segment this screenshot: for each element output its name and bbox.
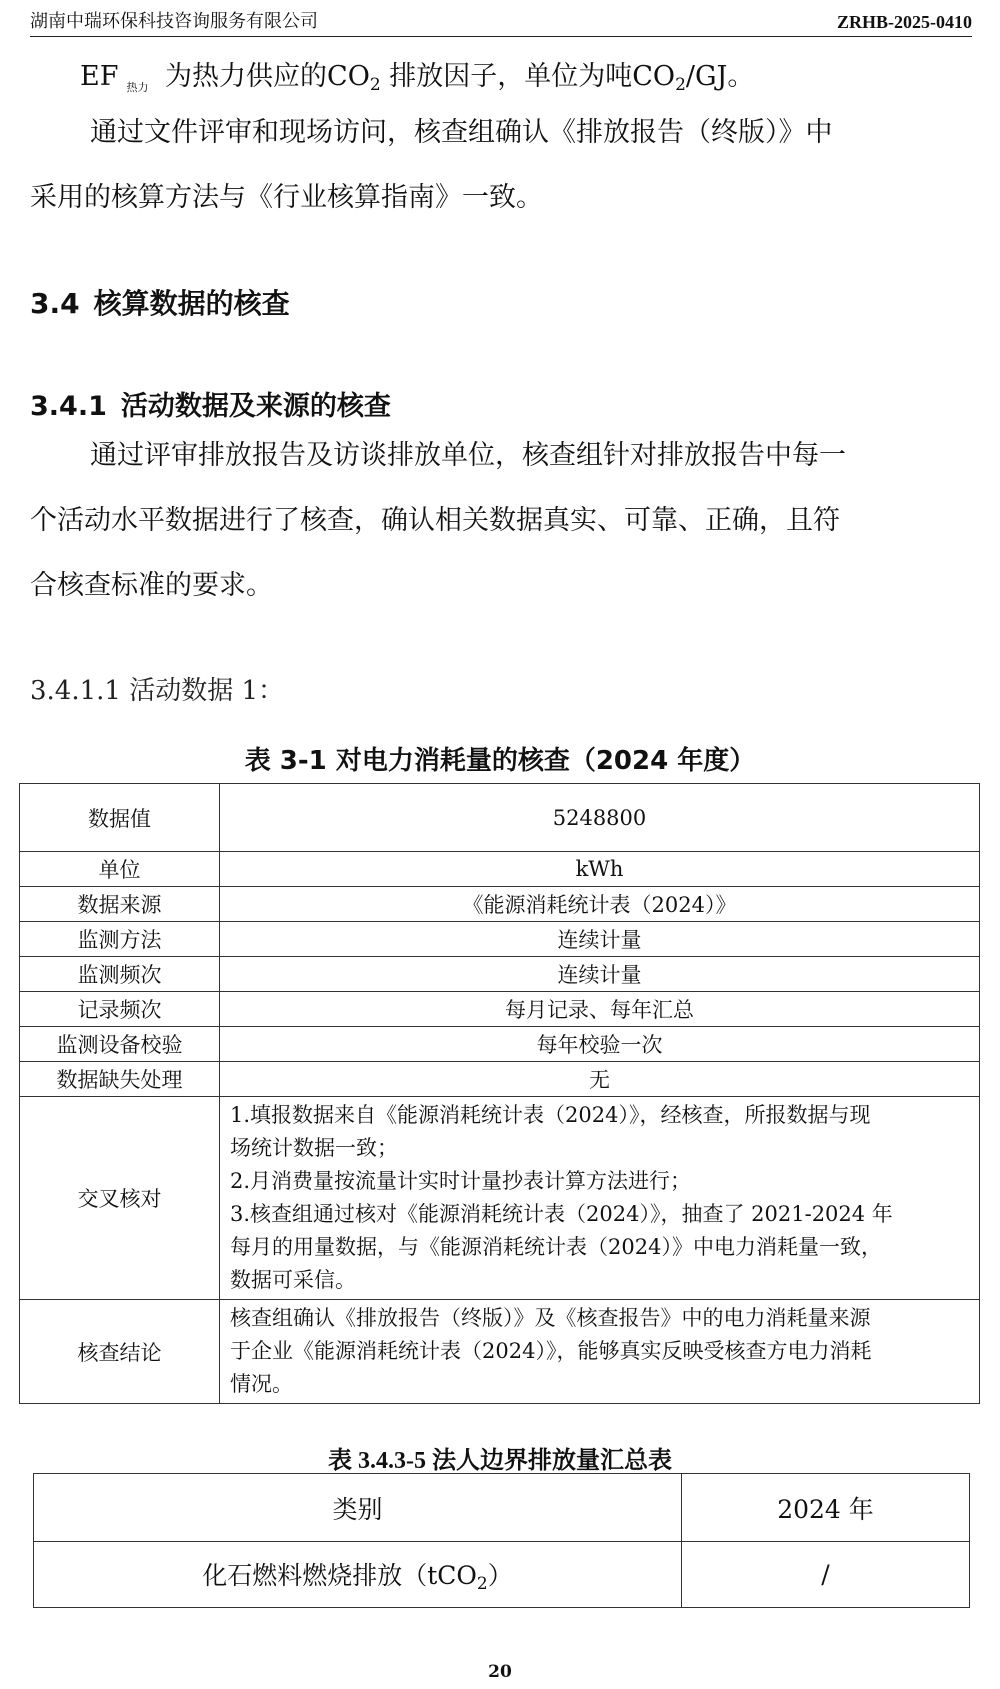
- table-key: 数据值: [20, 784, 220, 852]
- paragraph-line: 采用的核算方法与《行业核算指南》一致。: [30, 182, 543, 213]
- company-name: 湖南中瑞环保科技咨询服务有限公司: [30, 11, 318, 32]
- table-key: 数据来源: [20, 887, 220, 922]
- text-line: 场统计数据一致；: [230, 1136, 398, 1160]
- table-header-category: 类别: [34, 1474, 682, 1542]
- table-row: [34, 1542, 970, 1608]
- fossil-fuel-emission-label: [34, 1542, 682, 1608]
- table-key: 监测频次: [20, 957, 220, 992]
- table-row-conclusion: [20, 1300, 980, 1404]
- formula-text-c: /GJ。: [685, 61, 755, 92]
- subsection-heading: [30, 384, 391, 423]
- table-row: [20, 957, 980, 992]
- conclusion-text: [220, 1300, 980, 1404]
- text-line: 核查组确认《排放报告（终版）》及《核查报告》中的电力消耗量来源: [230, 1306, 871, 1330]
- subsubsection-label: 3.4.1.1 活动数据 1：: [30, 676, 285, 706]
- text-line: 2.月消费量按流量计实时计量抄表计算方法进行；: [230, 1169, 692, 1193]
- text-line: 3.核查组通过核对《能源消耗统计表（2024）》，抽查了 2021-2024 年: [230, 1202, 893, 1226]
- label-text-end: ）: [487, 1560, 513, 1590]
- page-header: [30, 8, 972, 37]
- text-line: 情况。: [230, 1372, 293, 1396]
- table-value: 《能源消耗统计表（2024）》: [220, 887, 980, 922]
- ef-subscript: 热力: [126, 81, 149, 94]
- table-row: [20, 1027, 980, 1062]
- cross-check-text: [220, 1097, 980, 1300]
- table-key: 记录频次: [20, 992, 220, 1027]
- subsection-title: 活动数据及来源的核查: [120, 391, 391, 422]
- paragraph-line: 通过文件评审和现场访问，核查组确认《排放报告（终版）》中: [90, 117, 833, 148]
- formula-text-b: 排放因子，单位为吨CO: [389, 61, 676, 92]
- table-key: 单位: [20, 852, 220, 887]
- table2-caption: 表 3.4.3-5 法人边界排放量汇总表: [328, 1448, 672, 1474]
- table-row: [20, 784, 980, 852]
- table-value: 每月记录、每年汇总: [220, 992, 980, 1027]
- section-heading: [30, 282, 290, 322]
- table-key: 监测方法: [20, 922, 220, 957]
- document-code: ZRHB-2025-0410: [837, 12, 972, 32]
- co2-subscript-2: 2: [675, 75, 686, 95]
- table-row: [20, 887, 980, 922]
- text-line: 1.填报数据来自《能源消耗统计表（2024）》，经核查，所报数据与现: [230, 1103, 871, 1127]
- paragraph-method: [30, 100, 972, 230]
- table-value: 5248800: [220, 784, 980, 852]
- table-key: 数据缺失处理: [20, 1062, 220, 1097]
- ef-symbol: EF: [80, 61, 119, 92]
- co2-subscript: 2: [476, 1573, 488, 1594]
- electricity-check-table: [19, 783, 980, 1404]
- paragraph-activity-data: [30, 423, 972, 618]
- table-value: 每年校验一次: [220, 1027, 980, 1062]
- table-value: 连续计量: [220, 922, 980, 957]
- section-number: 3.4: [30, 287, 80, 320]
- text-line: 数据可采信。: [230, 1268, 356, 1292]
- table-value: kWh: [220, 852, 980, 887]
- table-header-year: 2024 年: [682, 1474, 970, 1542]
- text-line: 于企业《能源消耗统计表（2024）》，能够真实反映受核查方电力消耗: [230, 1339, 872, 1363]
- text-line: 每月的用量数据，与《能源消耗统计表（2024）》中电力消耗量一致，: [230, 1235, 882, 1259]
- subsection-number: 3.4.1: [30, 391, 107, 422]
- label-text: 化石燃料燃烧排放（tCO: [202, 1560, 477, 1590]
- co2-subscript: 2: [369, 75, 381, 95]
- paragraph-line: 合核查标准的要求。: [30, 570, 273, 601]
- table-row: [20, 1062, 980, 1097]
- page-number: 20: [488, 1662, 512, 1682]
- table-key: 核查结论: [20, 1300, 220, 1404]
- table-key: 交叉核对: [20, 1097, 220, 1300]
- emission-summary-table: [33, 1473, 970, 1608]
- formula-text-a: 为热力供应的CO: [165, 61, 370, 92]
- table-header-row: [34, 1474, 970, 1542]
- paragraph-line: 通过评审排放报告及访谈排放单位，核查组针对排放报告中每一: [90, 440, 846, 471]
- table-row-cross-check: [20, 1097, 980, 1300]
- table1-caption: 表 3-1 对电力消耗量的核查（2024 年度）: [244, 746, 756, 776]
- table-value: 无: [220, 1062, 980, 1097]
- table-key: 监测设备校验: [20, 1027, 220, 1062]
- table-row: [20, 922, 980, 957]
- table-row: [20, 992, 980, 1027]
- section-title: 核算数据的核查: [93, 287, 290, 320]
- table-value: 连续计量: [220, 957, 980, 992]
- fossil-fuel-emission-value: /: [682, 1542, 970, 1608]
- paragraph-line: 个活动水平数据进行了核查，确认相关数据真实、可靠、正确，且符: [30, 505, 840, 536]
- table-row: [20, 852, 980, 887]
